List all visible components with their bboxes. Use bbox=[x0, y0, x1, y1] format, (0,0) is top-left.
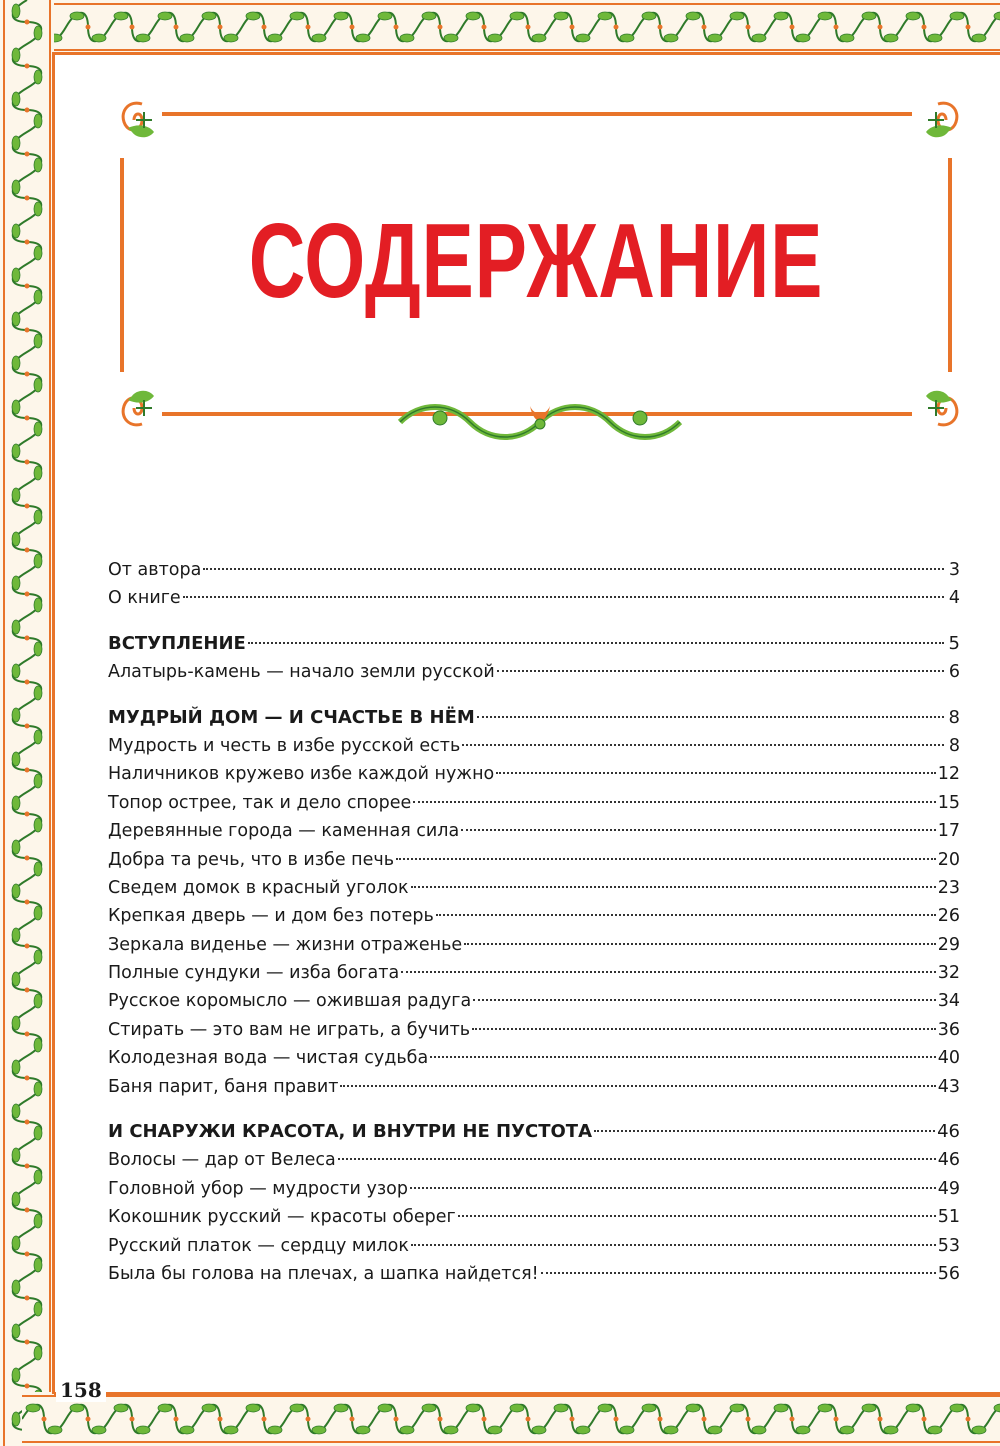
toc-entry-title: Стирать — это вам не играть, а бучить bbox=[108, 1019, 471, 1040]
dot-leader bbox=[458, 1215, 936, 1217]
dot-leader bbox=[396, 858, 936, 860]
toc-entry-title: Крепкая дверь — и дом без потерь bbox=[108, 906, 434, 927]
toc-page-number: 8 bbox=[948, 706, 960, 728]
toc-entry-title: Топор острее, так и дело спорее bbox=[108, 792, 412, 813]
vine-border-icon bbox=[22, 1392, 1000, 1446]
dot-leader bbox=[477, 716, 944, 718]
toc-entry-title: О книге bbox=[108, 588, 181, 609]
toc-entry-title: Мудрость и честь в избе русской есть bbox=[108, 735, 461, 756]
toc-entry-title: Деревянные города — каменная сила bbox=[108, 821, 460, 842]
toc-entry bbox=[108, 1044, 960, 1072]
left-border bbox=[0, 0, 54, 1446]
toc-entry bbox=[108, 1175, 960, 1203]
toc-entry bbox=[108, 584, 960, 612]
page-number: 158 bbox=[56, 1378, 106, 1402]
dot-leader bbox=[497, 670, 944, 672]
bottom-border-inner-line bbox=[54, 1392, 1000, 1395]
section-gap bbox=[108, 613, 960, 630]
toc-entry-title: ВСТУПЛЕНИЕ bbox=[108, 632, 246, 654]
title-frame bbox=[120, 112, 952, 420]
dot-leader bbox=[594, 1130, 935, 1132]
toc-page-number: 29 bbox=[937, 934, 960, 955]
toc-page-number: 32 bbox=[937, 963, 960, 984]
fleur-corner-icon bbox=[910, 98, 966, 154]
dot-leader bbox=[496, 772, 936, 774]
toc-page-number: 43 bbox=[937, 1076, 960, 1097]
toc-entry bbox=[108, 1260, 960, 1288]
toc-entry bbox=[108, 1016, 960, 1044]
toc-page-number: 51 bbox=[937, 1207, 960, 1228]
toc-entry bbox=[108, 1232, 960, 1260]
dot-leader bbox=[411, 886, 936, 888]
toc-section-heading bbox=[108, 1118, 960, 1146]
toc-section-heading bbox=[108, 630, 960, 658]
toc-entry bbox=[108, 846, 960, 874]
top-border-inner-line bbox=[54, 52, 1000, 55]
toc-entry bbox=[108, 1203, 960, 1231]
toc-entry bbox=[108, 760, 960, 788]
toc-entry-title: И СНАРУЖИ КРАСОТА, И ВНУТРИ НЕ ПУСТОТА bbox=[108, 1121, 592, 1143]
toc-entry bbox=[108, 556, 960, 584]
toc-page-number: 40 bbox=[937, 1048, 960, 1069]
toc-entry-title: МУДРЫЙ ДОМ — И СЧАСТЬЕ В НЁМ bbox=[108, 706, 475, 728]
toc-entry-title: Головной убор — мудрости узор bbox=[108, 1178, 408, 1199]
toc-page-number: 34 bbox=[937, 991, 960, 1012]
toc-page-number: 12 bbox=[937, 764, 960, 785]
toc-entry bbox=[108, 817, 960, 845]
toc-entry-title: От автора bbox=[108, 560, 202, 580]
bottom-border bbox=[22, 1392, 1000, 1446]
toc-entry bbox=[108, 874, 960, 902]
toc-page-number: 53 bbox=[937, 1235, 960, 1256]
toc-entry-title: Волосы — дар от Велеса bbox=[108, 1150, 336, 1171]
section-gap bbox=[108, 687, 960, 704]
toc-entry bbox=[108, 987, 960, 1015]
toc-page-number: 46 bbox=[937, 1150, 960, 1171]
toc-entry bbox=[108, 931, 960, 959]
toc-entry-title: Колодезная вода — чистая судьба bbox=[108, 1048, 429, 1069]
toc-entry bbox=[108, 732, 960, 760]
vine-border-icon bbox=[22, 0, 1000, 54]
dot-leader bbox=[461, 829, 936, 831]
page-title: СОДЕРЖАНИЕ bbox=[248, 202, 824, 320]
toc-entry bbox=[108, 658, 960, 686]
dot-leader bbox=[436, 914, 936, 916]
toc-page-number: 23 bbox=[937, 877, 960, 898]
toc-page-number: 36 bbox=[937, 1019, 960, 1040]
toc-entry-title: Русский платок — сердцу милок bbox=[108, 1235, 409, 1256]
dot-leader bbox=[541, 1272, 936, 1274]
toc-entry bbox=[108, 789, 960, 817]
toc-page-number: 8 bbox=[948, 735, 960, 756]
toc-entry-title: Алатырь-камень — начало земли русской bbox=[108, 662, 495, 683]
toc-page-number: 3 bbox=[948, 560, 960, 580]
dot-leader bbox=[472, 1028, 936, 1030]
frame-left-rule bbox=[120, 158, 124, 372]
dot-leader bbox=[340, 1085, 935, 1087]
vine-border-icon bbox=[0, 0, 54, 1446]
toc-entry bbox=[108, 902, 960, 930]
toc-page-number: 6 bbox=[948, 662, 960, 683]
toc-entry-title: Сведем домок в красный уголок bbox=[108, 877, 409, 898]
fleur-corner-icon bbox=[910, 374, 966, 430]
toc-page-number: 4 bbox=[948, 588, 960, 609]
toc-page-number: 56 bbox=[937, 1263, 960, 1284]
dot-leader bbox=[203, 568, 944, 570]
toc-entry-title: Добра та речь, что в избе печь bbox=[108, 849, 395, 870]
frame-right-rule bbox=[948, 158, 952, 372]
dot-leader bbox=[462, 744, 944, 746]
toc-page-number: 26 bbox=[937, 906, 960, 927]
dot-leader bbox=[464, 943, 936, 945]
fleur-corner-icon bbox=[114, 98, 170, 154]
toc-page-number: 5 bbox=[948, 632, 960, 654]
dot-leader bbox=[410, 1187, 936, 1189]
dot-leader bbox=[411, 1244, 936, 1246]
dot-leader bbox=[183, 596, 944, 598]
toc-page-number: 17 bbox=[937, 821, 960, 842]
toc-entry-title: Полные сундуки — изба богата bbox=[108, 963, 400, 984]
dot-leader bbox=[401, 971, 936, 973]
dot-leader bbox=[338, 1158, 936, 1160]
toc-page-number: 20 bbox=[937, 849, 960, 870]
fleur-corner-icon bbox=[114, 374, 170, 430]
toc-entry bbox=[108, 1073, 960, 1101]
toc-page-number: 15 bbox=[937, 792, 960, 813]
toc-entry-title: Русское коромысло — ожившая радуга bbox=[108, 991, 472, 1012]
dot-leader bbox=[248, 642, 944, 644]
section-gap bbox=[108, 1101, 960, 1118]
left-border-inner-line bbox=[52, 52, 55, 1394]
toc-entry-title: Зеркала виденье — жизни отраженье bbox=[108, 934, 463, 955]
toc-entry bbox=[108, 959, 960, 987]
toc-entry-title: Была бы голова на плечах, а шапка найдется! bbox=[108, 1263, 539, 1284]
scroll-ornament-icon bbox=[390, 398, 690, 446]
table-of-contents bbox=[108, 556, 960, 1288]
toc-section-heading bbox=[108, 704, 960, 732]
top-border bbox=[22, 0, 1000, 54]
dot-leader bbox=[413, 801, 935, 803]
toc-entry-title: Кокошник русский — красоты оберег bbox=[108, 1207, 456, 1228]
toc-entry-title: Наличников кружево избе каждой нужно bbox=[108, 764, 495, 785]
dot-leader bbox=[430, 1056, 936, 1058]
frame-top-rule bbox=[162, 112, 912, 116]
toc-entry bbox=[108, 1146, 960, 1174]
toc-entry-title: Баня парит, баня правит bbox=[108, 1076, 339, 1097]
toc-page-number: 49 bbox=[937, 1178, 960, 1199]
dot-leader bbox=[473, 999, 936, 1001]
toc-page-number: 46 bbox=[937, 1121, 960, 1143]
